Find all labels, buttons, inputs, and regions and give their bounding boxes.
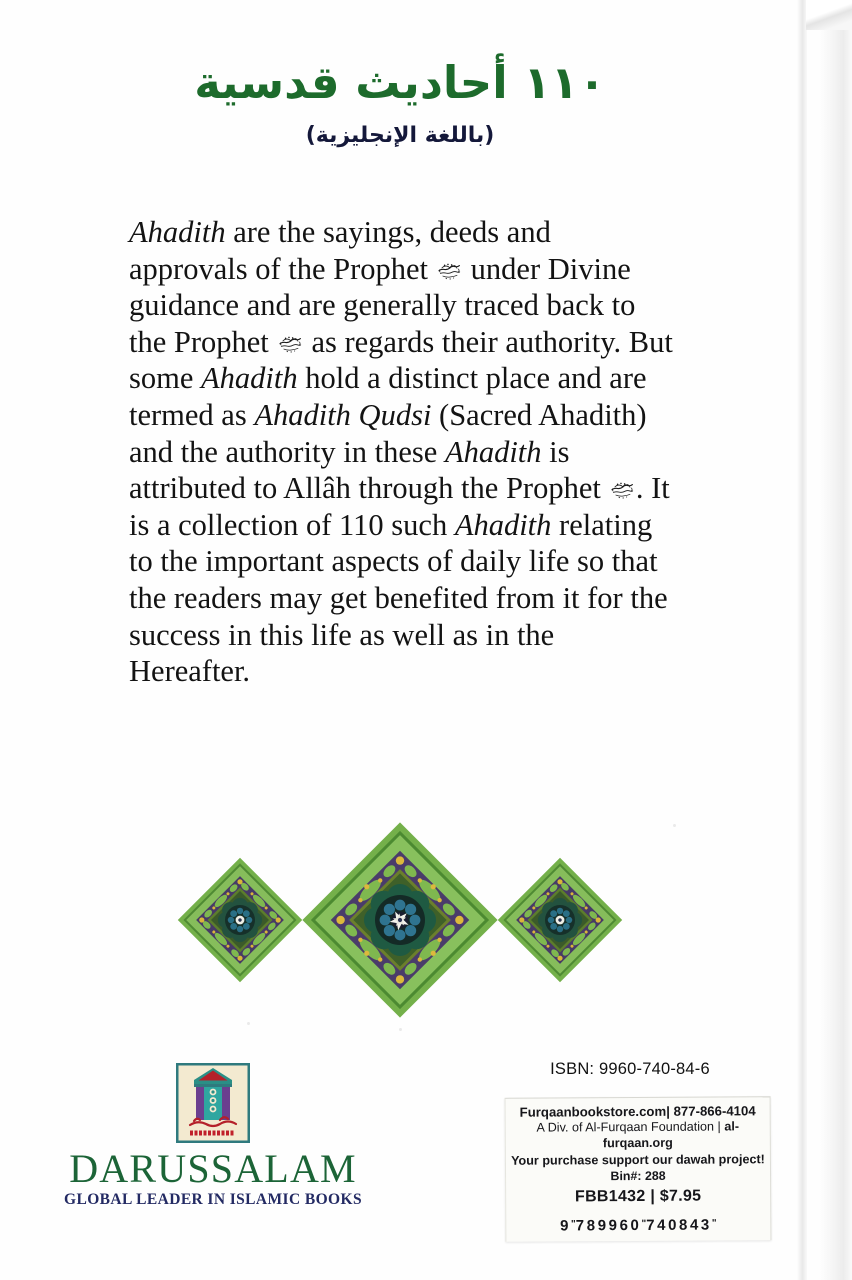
- blurb-term-ahadith: Ahadith: [129, 215, 226, 249]
- blurb-text: (Sacred Ahadith) and the authority in these: [129, 397, 647, 469]
- blurb-text: . It is a collection of 110 such: [129, 471, 670, 542]
- peace-be-upon-him-icon: [437, 258, 461, 282]
- ornament-row: [0, 812, 800, 1027]
- page-corner-fold: [806, 0, 852, 30]
- blurb-term-ahadith: Ahadith: [444, 434, 542, 469]
- scan-speck: [399, 1028, 402, 1031]
- blurb-text: hold a distinct place and are termed as: [129, 361, 647, 432]
- islamic-diamond-medallion-right: [492, 852, 628, 988]
- barcode-lead-digit: 9: [560, 1217, 572, 1235]
- barcode-group-1: 789960: [575, 1217, 642, 1235]
- arabic-title: ١١٠ أحاديث قدسية: [194, 56, 606, 109]
- arabic-subtitle: (باللغة الإنجليزية): [305, 123, 495, 149]
- publisher-tagline: GLOBAL LEADER IN ISLAMIC BOOKS: [64, 1191, 362, 1208]
- islamic-diamond-medallion-left: [172, 852, 308, 988]
- retailer-price-sticker: [505, 1096, 772, 1242]
- blurb-text: is attributed to Allâh through the Prophet: [129, 434, 609, 506]
- islamic-diamond-medallion-center: [294, 814, 506, 1026]
- barcode-group-2: 740843: [646, 1216, 712, 1235]
- sticker-division: [510, 1119, 766, 1152]
- sticker-dawah-note: Your purchase support our dawah project!: [511, 1151, 765, 1168]
- barcode-digits: [510, 1217, 766, 1234]
- peace-be-upon-him-icon: [610, 477, 634, 501]
- sticker-bin-number: Bin#: 288: [610, 1168, 666, 1184]
- sticker-division-text: A Div. of Al-Furqaan Foundation |: [536, 1119, 725, 1135]
- barcode-separator: ": [641, 1218, 647, 1230]
- book-page-edge-shadow: [797, 0, 807, 1280]
- blurb-paragraph: [129, 214, 677, 690]
- blurb-term-ahadith: Ahadith: [201, 361, 298, 396]
- sticker-division-domain: al-furqaan.org: [602, 1119, 740, 1151]
- blurb-term-ahadith-qudsi: Ahadith Qudsi: [254, 397, 432, 432]
- blurb-text: relating to the important aspects of daily life so that the readers may get benefited from it for the success in this life as well as in the Hereafter.: [129, 507, 668, 689]
- isbn-line: ISBN: 9960-740-84-6: [550, 1060, 710, 1078]
- title-block: [0, 55, 800, 148]
- blurb-text: as regards their authority. But some: [129, 324, 673, 396]
- book-spine-edge: [818, 0, 852, 1280]
- barcode-separator: ": [711, 1218, 717, 1230]
- peace-be-upon-him-icon: [278, 331, 302, 355]
- sticker-website-phone: Furqaanbookstore.com| 877-866-4104: [519, 1103, 756, 1120]
- back-cover-blurb: [129, 214, 677, 690]
- sticker-sku-price: FBB1432 | $7.95: [574, 1187, 702, 1206]
- blurb-text: are the sayings, deeds and approvals of the Prophet: [129, 215, 551, 286]
- barcode-separator: ": [570, 1219, 576, 1231]
- publisher-block: [58, 1063, 368, 1208]
- darussalam-logo-icon: [176, 1063, 250, 1143]
- blurb-term-ahadith: Ahadith: [454, 507, 552, 542]
- blurb-text: under Divine guidance and are generally traced back to the Prophet: [129, 251, 636, 359]
- publisher-name: DARUSSALAM: [69, 1146, 357, 1191]
